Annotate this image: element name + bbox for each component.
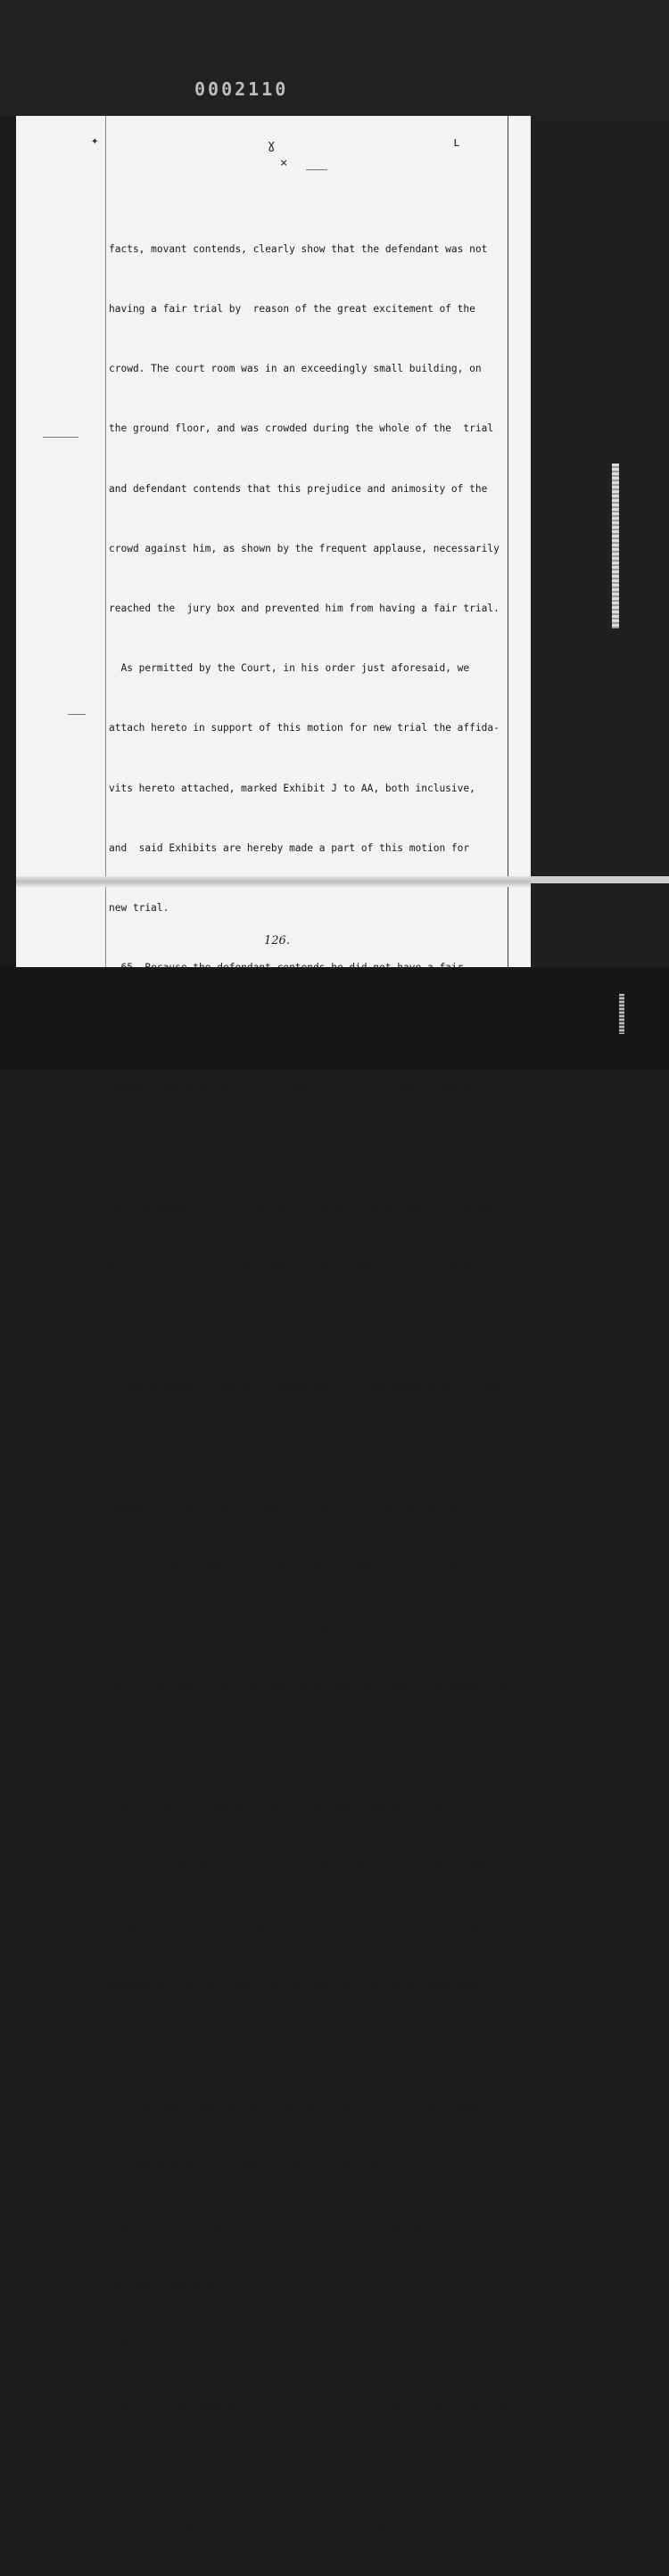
text-line: The Court: What is the question he is asking now? [109, 2519, 416, 2531]
text-line: was being had, they were in a room about 50 feet from where the [109, 1860, 488, 1873]
text-line: and defendant contends that this prejudice and animosity of the [109, 482, 488, 495]
stray-dash [43, 437, 78, 438]
text-line: While the jury was not then in the same room where the trial [109, 1801, 482, 1813]
text-line: orders on that book merely; that is not the question he is asking [109, 2400, 506, 2412]
text-line: and said Exhibits are hereby made a part of this motion for [109, 841, 470, 854]
text-line: judge was sitting and about 20 feet from portions of the crowd [109, 1920, 482, 1932]
page-number: 126. [264, 934, 290, 948]
text-line: of the defendant, wholly disconnected with and disassociated from [109, 1381, 500, 1393]
stray-dash [68, 714, 86, 715]
text-line: to-wit: [109, 1141, 152, 1153]
left-margin-rule [105, 116, 106, 967]
text-line: attach hereto in support of this motion for new trial the affida- [109, 722, 500, 734]
text-line: having a fair trial by reason of the great excitement of the [109, 303, 475, 316]
film-right-border [531, 116, 669, 967]
document-text [109, 200, 528, 2576]
frame-code: 0002110 [194, 78, 289, 100]
film-left-border [0, 116, 16, 967]
text-line: crowd. The court room was in an exceedingly small building, on [109, 363, 482, 375]
text-line: instant, pronounced and continuous applause throughout the crowded [109, 1620, 506, 1633]
text-line: the ground floor, and was crowded during the whole of the trial [109, 422, 494, 435]
text-line: new trial. [109, 902, 169, 915]
stray-mark: ɣ [268, 138, 276, 152]
text-line: colloquy took place: [109, 2279, 229, 2292]
text-line: Constitution and laws of this State for the following reasons, [109, 1081, 482, 1094]
text-line: for the defendant, in the presence of the jury, objected to [109, 2160, 464, 2172]
stray-mark: ⨯ [280, 156, 288, 170]
text-line: such testimony remain in evidence before the jury there was [109, 1561, 464, 1573]
text-line: this crime. The Court declined to rule out said testimony and [109, 1440, 475, 1453]
text-line: vits hereto attached, marked Exhibit J to AA, both inclusive, [109, 782, 475, 794]
text-line: facts, movant contends, clearly show that the defendant was not [109, 242, 488, 255]
text-line: now at all. [109, 2459, 176, 2472]
text-line: court room where the trial was being had, by clapping of hands and [109, 1680, 506, 1693]
text-line: (a). On August 6, 1913, during the trial, the defendant's counsel [109, 1202, 500, 1214]
text-line: As permitted by the Court, in his order just aforesaid, we [109, 662, 470, 675]
text-line: reached the jury box and prevented him from having a fair trial. [109, 603, 500, 615]
stray-dash [306, 169, 327, 170]
text-line: immediately upon the statement of the Court that he would let [109, 1501, 482, 1514]
film-top-border [0, 0, 669, 116]
text-line: to show acts of perversion and acts of immorality on the part [109, 1321, 475, 1333]
text-line: the appluding. [109, 2039, 194, 2052]
text-line: crowd against him, as shown by the frequent applause, necessarily [109, 542, 500, 554]
text-line: moved to rule out the testimony of the witness Conley tending [109, 1261, 475, 1274]
stray-mark: ✦ [91, 134, 99, 148]
page-fold-crease [16, 876, 531, 887]
text-line: a question asked by the solicitor, and the following [109, 2219, 422, 2232]
text-line: by striking of feet upon the floor. [109, 1740, 326, 1752]
stray-mark: ʟ [453, 135, 461, 150]
text-line: Mr. Arnold: I object to that, your Honor, that is entering the [109, 2339, 500, 2351]
film-bottom-border [0, 967, 669, 1070]
film-edge-strip [612, 464, 619, 628]
text-line: applauding, and so close that perhaps the jury could have heard [109, 1980, 488, 1992]
film-edge-speck [619, 994, 624, 1034]
film-edge-band [508, 876, 669, 883]
text-line: (b). And again during the trial, Mr. Arnold, one of the counsel [109, 2100, 488, 2112]
document-page [16, 116, 531, 2531]
